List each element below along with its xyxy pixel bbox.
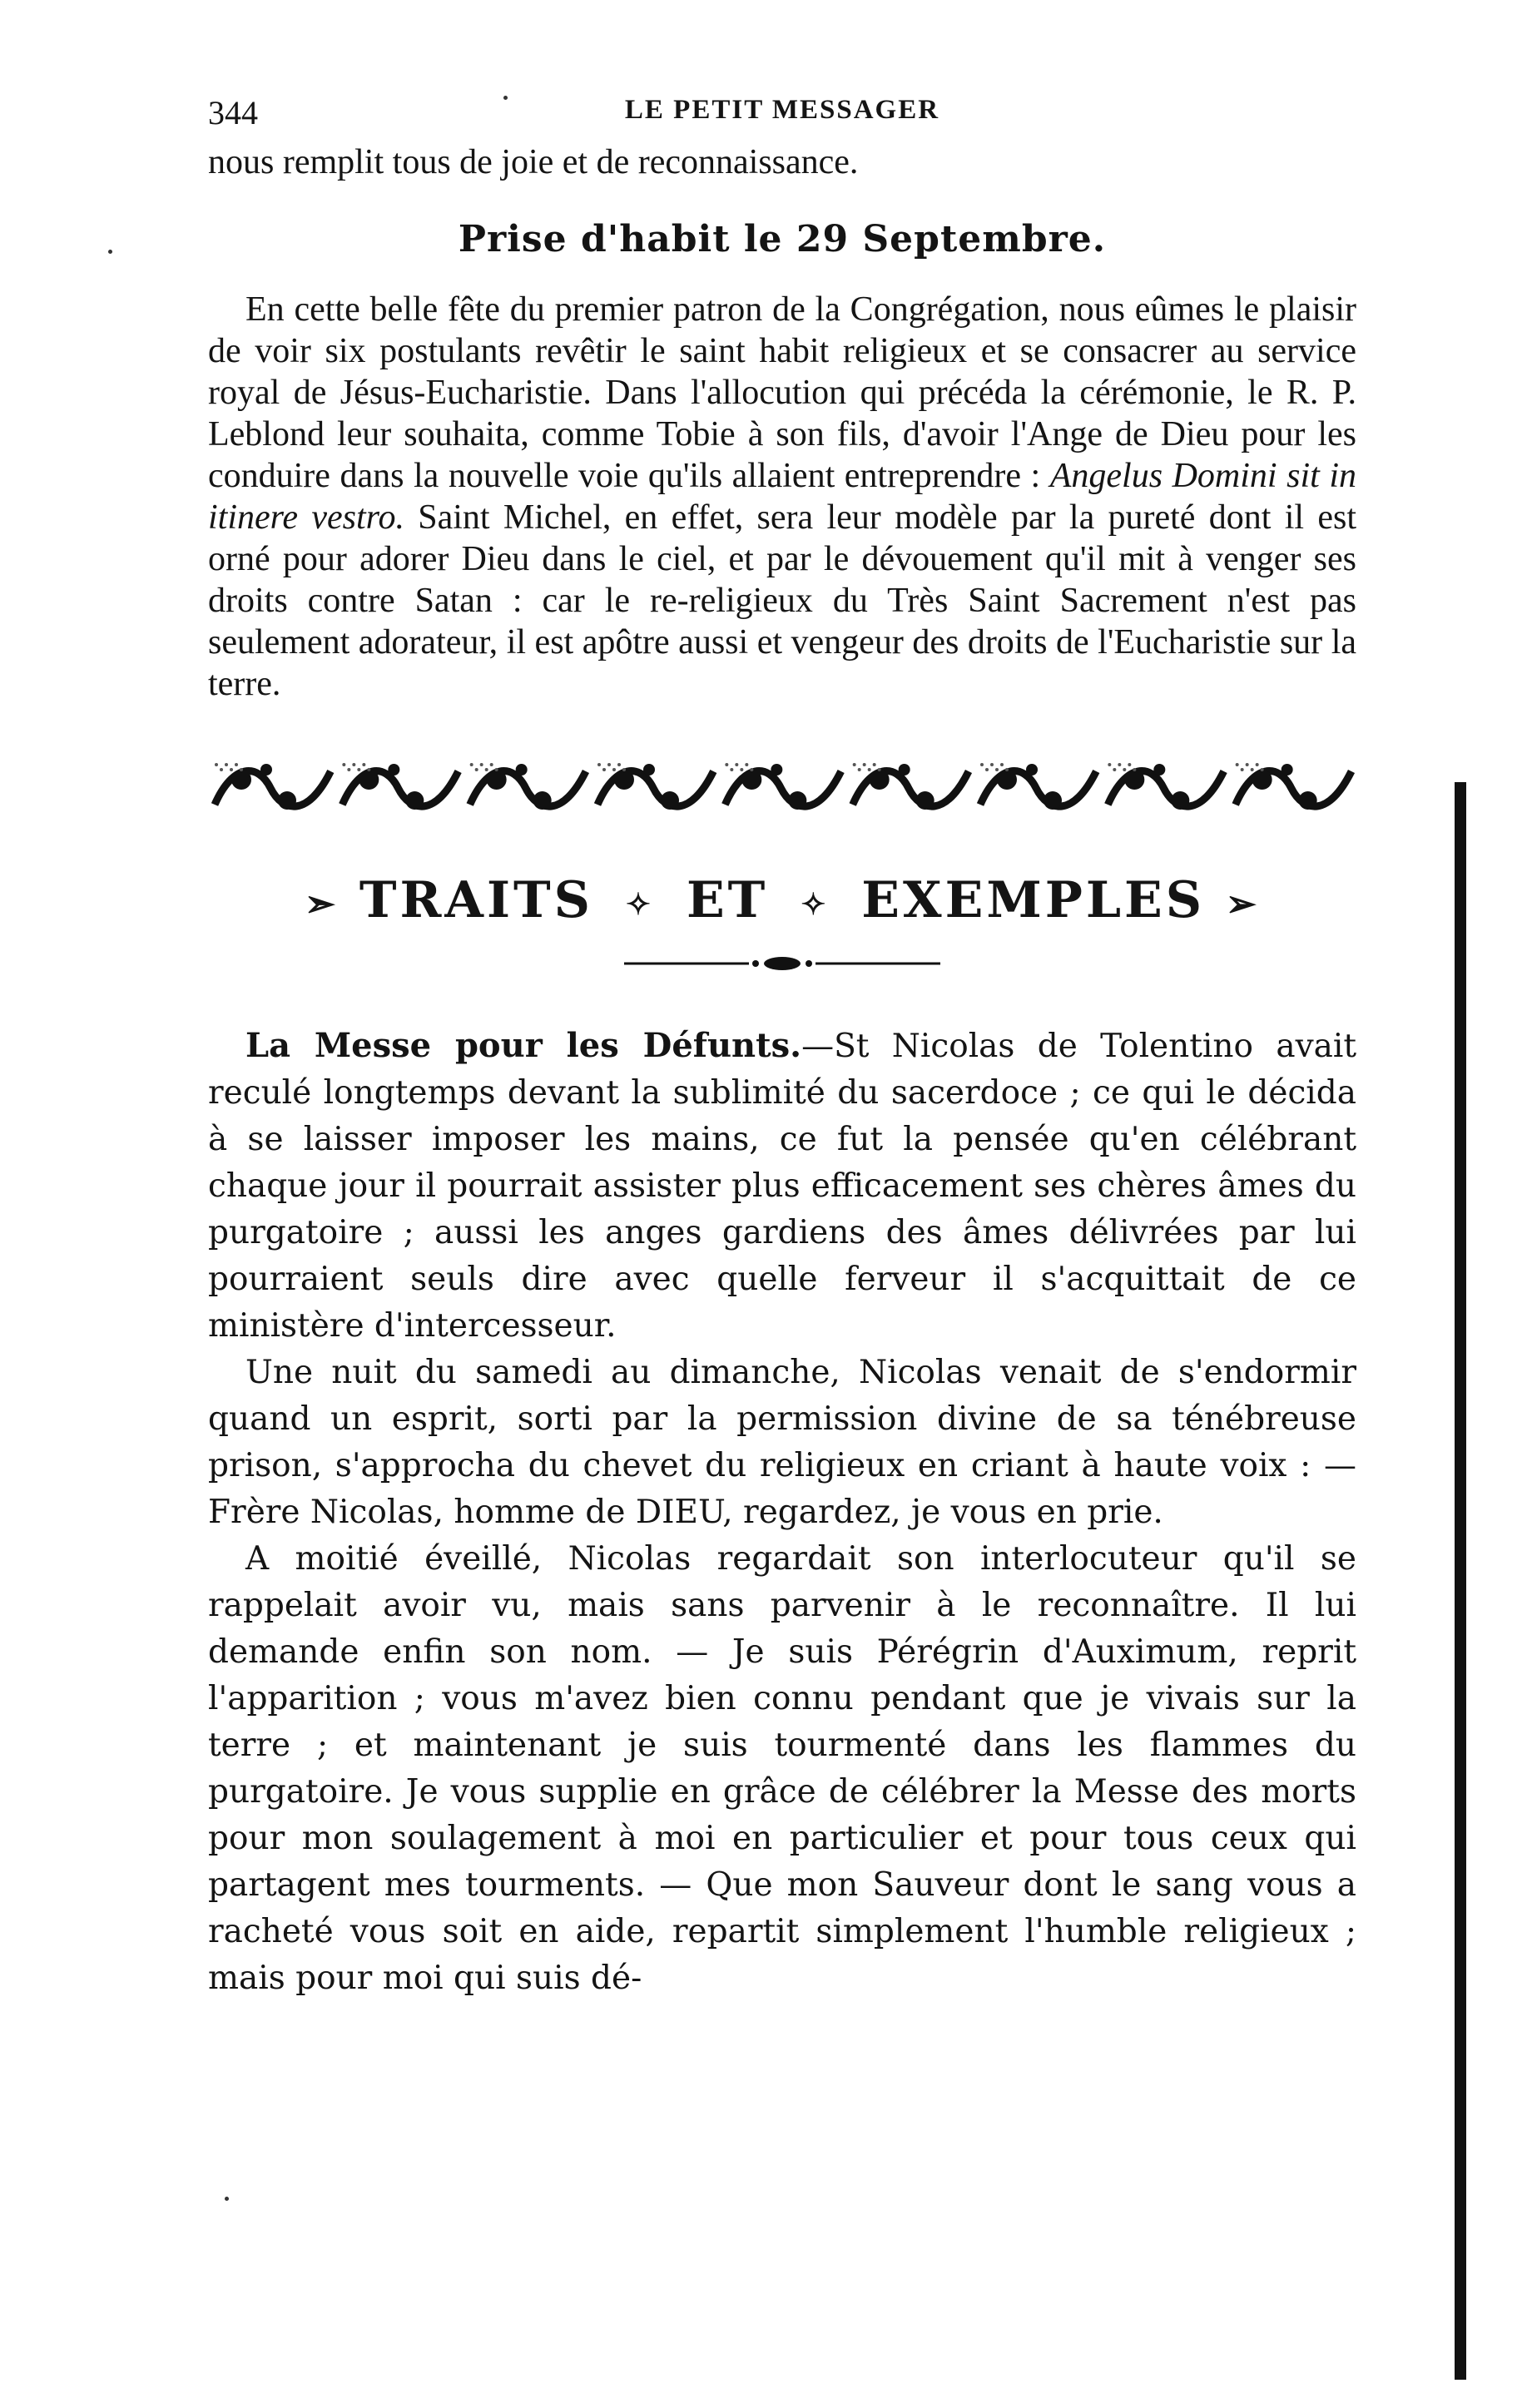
star-icon: ✧ (625, 886, 655, 922)
traits-et-exemples-heading (208, 871, 1356, 929)
star-icon: ✧ (801, 886, 830, 922)
latin-quote: Angelus Domini sit in itinere vestro. (208, 457, 1357, 537)
heading-word-traits: TRAITS (359, 871, 593, 929)
vine-motif (725, 763, 840, 810)
heading-word-et: ET (686, 871, 769, 929)
running-head: LE PETIT MESSAGER (624, 95, 940, 125)
page-header (208, 83, 1356, 141)
page-number: 344 (208, 94, 258, 131)
vine-motif (853, 763, 969, 810)
article (208, 1023, 1356, 2002)
ornamental-band (208, 755, 1356, 821)
article-paragraph: Une nuit du samedi au dimanche, Nicolas venait de s'endormir quand un esprit, sorti par la permission divine de sa ténébreuse prison, s'approcha du chevet du religieux en criant à haute voix : — Frère Nicolas, homme de DIEU, regardez, je vous en prie. (208, 1354, 1356, 1531)
vine-motif (470, 763, 586, 810)
section-text-part2: Saint Michel, en effet, sera leur modèle par la pureté dont il est orné pour adorer Dieu dans le ciel, et par le dévouement qu'il mit à venger ses droits contre Satan : car le re-religieux du Très Saint Sacrement n'est pas seulement adorateur, il est apôtre aussi et vengeur des droits de l'Eucharistie sur la terre. (208, 498, 1356, 703)
article-paragraph (208, 1023, 1356, 1350)
article-title: La Messe pour les Défunts. (245, 1026, 802, 1065)
left-arrow-icon: ➣ (305, 883, 339, 925)
vine-motif (1236, 763, 1351, 810)
vine-motif (980, 763, 1096, 810)
heading-word-exemples: EXEMPLES (861, 871, 1206, 929)
vine-motif (1108, 763, 1223, 810)
vine-ornament (208, 755, 1356, 821)
divider-ornament (624, 954, 940, 973)
page-edge-rule (1455, 782, 1466, 2380)
divider-icon (624, 954, 940, 973)
section-title: Prise d'habit le 29 Septembre. (458, 218, 1107, 260)
section-text-part1: En cette belle fête du premier patron de la Congrégation, nous eûmes le plaisir de voir six postulants revêtir le saint habit religieux et se consacrer au service royal de Jésus-Eucharistie. Dans l'allocution qui précéda la cérémonie, le R. P. Leblond leur souhaita, comme Tobie à son fils, d'avoir l'Ange de Dieu pour les conduire dans la nouvelle voie qu'ils allaient entreprendre : (208, 290, 1356, 495)
opening-line: nous remplit tous de joie et de reconnaissance. (208, 143, 859, 181)
right-arrow-icon: ➢ (1226, 883, 1260, 925)
vine-motif (215, 763, 330, 810)
print-speck (225, 2197, 229, 2201)
vine-motif (342, 763, 458, 810)
print-speck (108, 250, 112, 254)
page (208, 83, 1356, 2002)
section-paragraph (208, 289, 1356, 705)
vine-motif (597, 763, 713, 810)
print-speck (503, 96, 508, 100)
article-paragraph: A moitié éveillé, Nicolas regardait son interlocuteur qu'il se rappelait avoir vu, mais sans parvenir à le reconnaître. Il lui demande enfin son nom. — Je suis Pérégrin d'Auximum, reprit l'apparition ; vous m'avez bien connu pendant que je vivais sur la terre ; et maintenant je suis tourmenté dans les flammes du purgatoire. Je vous supplie en grâce de célébrer la Messe des morts pour mon soulagement à moi en particulier et pour tous ceux qui partagent mes tourments. — Que mon Sauveur dont le sang vous a racheté vous soit en aide, repartit simplement l'humble religieux ; mais pour moi qui suis dé- (208, 1540, 1356, 1997)
article-text: —St Nicolas de Tolentino avait reculé longtemps devant la sublimité du sacerdoce ; ce qui le décida à se laisser imposer les mains, ce fut la pensée qu'en célébrant chaque jour il pourrait assister plus efficacement ses chères âmes du purgatoire ; aussi les anges gardiens des âmes délivrées par lui pourraient seuls dire avec quelle ferveur il s'acquittait de ce ministère d'intercesseur. (208, 1028, 1356, 1345)
